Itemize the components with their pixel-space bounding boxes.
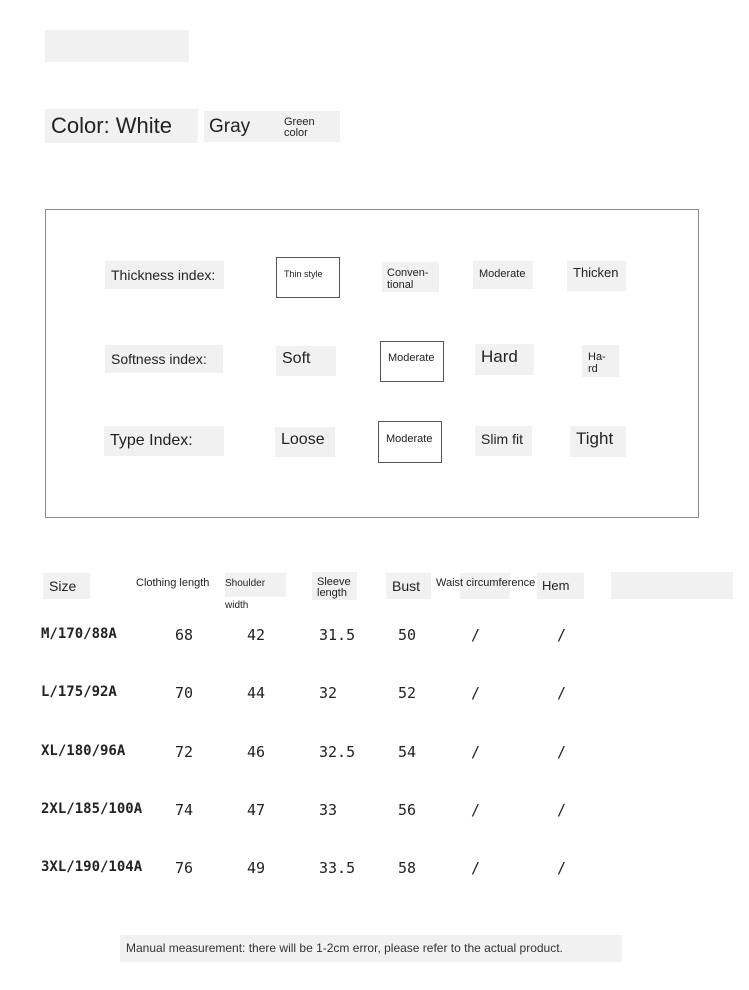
measurement-cell: 47: [247, 801, 266, 819]
measurement-cell: /: [557, 743, 567, 761]
measurement-cell: 56: [398, 801, 417, 819]
softness-option-hard[interactable]: Hard: [475, 344, 534, 375]
clothing-length-header: Clothing length: [136, 577, 210, 589]
type-option-moderate[interactable]: Moderate: [378, 421, 442, 463]
type-index-label: Type Index:: [104, 426, 224, 456]
type-option-tight[interactable]: Tight: [570, 426, 626, 457]
measurement-cell: 31.5: [319, 626, 356, 644]
top-banner: [45, 30, 189, 62]
measurement-cell: /: [557, 684, 567, 702]
size-cell: L/175/92A: [41, 684, 117, 700]
size-header: Size: [43, 573, 90, 599]
shoulder-width-header: Shoulder width: [225, 573, 286, 597]
measurement-cell: 76: [175, 859, 194, 877]
measurement-cell: /: [557, 801, 567, 819]
type-option-loose[interactable]: Loose: [275, 427, 335, 457]
measurement-cell: /: [471, 684, 481, 702]
measurement-cell: 42: [247, 626, 266, 644]
measurement-cell: 46: [247, 743, 266, 761]
thickness-option-conventional[interactable]: Conven- tional: [382, 262, 439, 292]
size-cell: M/170/88A: [41, 626, 117, 642]
type-option-slim-fit[interactable]: Slim fit: [475, 426, 532, 456]
measurement-cell: /: [471, 626, 481, 644]
thickness-option-thicken[interactable]: Thicken: [567, 261, 626, 291]
measurement-cell: 68: [175, 626, 194, 644]
measurement-cell: /: [471, 743, 481, 761]
softness-index-label: Softness index:: [105, 345, 223, 373]
measurement-cell: 33.5: [319, 859, 356, 877]
color-option-green[interactable]: Green color: [282, 111, 340, 142]
measurement-cell: /: [557, 859, 567, 877]
softness-option-soft[interactable]: Soft: [276, 346, 336, 376]
size-cell: XL/180/96A: [41, 743, 126, 759]
waist-circumference-header: Waist circumference: [436, 577, 536, 589]
measurement-cell: 33: [319, 801, 338, 819]
measurement-cell: 54: [398, 743, 417, 761]
sleeve-length-header: Sleeve length: [312, 572, 357, 600]
color-option-gray[interactable]: Gray: [204, 111, 282, 142]
color-label: Color: White: [45, 109, 198, 143]
measurement-cell: 70: [175, 684, 194, 702]
measurement-note: Manual measurement: there will be 1-2cm error, please refer to the actual product.: [120, 935, 622, 962]
measurement-cell: 72: [175, 743, 194, 761]
measurement-cell: /: [471, 859, 481, 877]
measurement-cell: 50: [398, 626, 417, 644]
size-cell: 2XL/185/100A: [41, 801, 143, 817]
measurement-cell: 44: [247, 684, 266, 702]
softness-option-moderate[interactable]: Moderate: [380, 341, 444, 382]
measurement-cell: 32: [319, 684, 338, 702]
measurement-cell: 49: [247, 859, 266, 877]
size-cell: 3XL/190/104A: [41, 859, 143, 875]
bust-header: Bust: [386, 573, 431, 599]
thickness-option-thin[interactable]: Thin style: [276, 257, 340, 298]
measurement-cell: /: [471, 801, 481, 819]
measurement-cell: 52: [398, 684, 417, 702]
measurement-cell: 58: [398, 859, 417, 877]
measurement-cell: 32.5: [319, 743, 356, 761]
measurement-cell: /: [557, 626, 567, 644]
thickness-index-label: Thickness index:: [105, 261, 224, 289]
header-extra-cell: [611, 572, 733, 599]
hem-header: Hem: [537, 573, 584, 599]
softness-option-hard-alt[interactable]: Ha- rd: [582, 345, 619, 377]
thickness-option-moderate[interactable]: Moderate: [473, 261, 533, 289]
measurement-cell: 74: [175, 801, 194, 819]
